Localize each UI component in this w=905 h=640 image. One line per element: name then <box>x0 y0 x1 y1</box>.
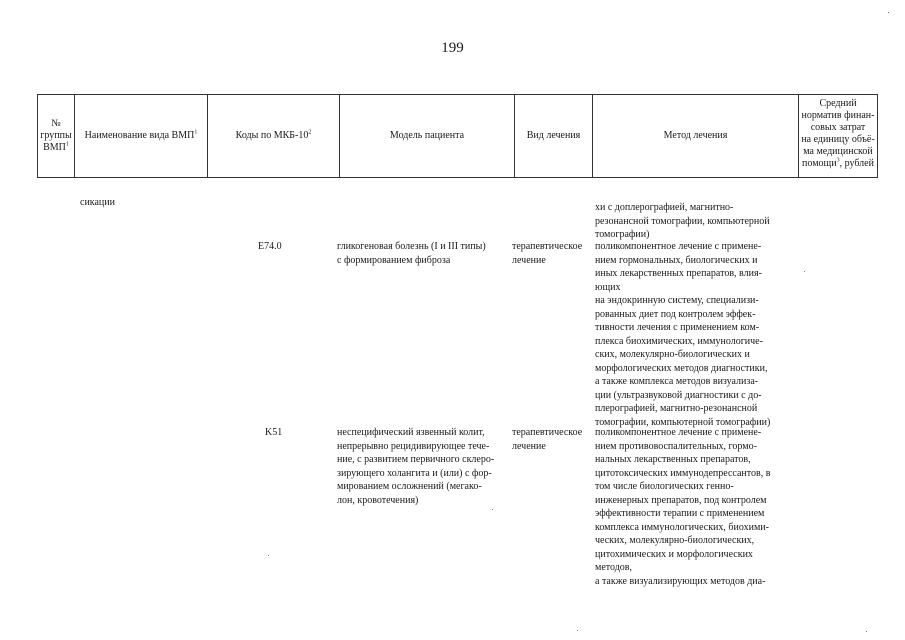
row-1-method: поликомпонентное лечение с примене- нием гормональных, биологических и иных лекарственных препаратов, влия- ющих на эндокринную систему, специализи- рованных диет под контролем эффек- тивности лечения с применением ком- плекса биохимических, иммунологиче- ских, молекулярно-биологических и морфологических методов диагностики, а также комплекса методов визуализа- ции (ультразвуковой диагностики с до- плерографией, магнитно-резонансной томографии, компьютерной томографии) <box>595 241 771 428</box>
scan-speck <box>804 271 805 272</box>
header-cost-standard: Средний норматив финан- совых затрат на единицу объё- ма медицинской помощи$^3$, рублей <box>799 95 878 178</box>
scan-speck <box>492 509 493 510</box>
page-number: 199 <box>441 40 464 56</box>
row-2-code: K51 <box>265 427 283 438</box>
header-treatment-method: Метод лечения <box>593 95 799 178</box>
header-patient-model: Модель пациента <box>340 95 515 178</box>
row-2-method: поликомпонентное лечение с примене- нием противовоспалительных, гормо- нальных лекарственных препаратов, цитотоксических иммунодепрессантов, в том числе биологических генно- инженерных препаратов, под контролем эффективности терапии с применением комплекса иммунологических, биохими- ческих, молекулярно-биологических, цитохимических и морфологических методов, а также визуализирующих методов диа- <box>595 427 771 587</box>
table-header <box>37 94 878 178</box>
header-treatment-type: Вид лечения <box>515 95 593 178</box>
header-group-number: № группы ВМП$^1$ <box>38 95 75 178</box>
header-icd-codes: Коды по МКБ-$10^2$ <box>208 95 340 178</box>
scan-speck <box>577 630 578 631</box>
row-0-name: сикации <box>80 197 115 208</box>
row-2-type: терапевтическое лечение <box>512 427 583 452</box>
scan-speck <box>268 555 269 556</box>
row-0-method: хи с доплерографией, магнитно- резонансной томографии, компьютерной томографии) <box>595 202 770 240</box>
scan-speck <box>888 12 889 13</box>
header-vmp-name: Наименование вида ВМП$^1$ <box>75 95 208 178</box>
row-1-type: терапевтическое лечение <box>512 241 583 266</box>
row-1-code: E74.0 <box>258 241 282 252</box>
row-2-model: неспецифический язвенный колит, непрерывно рецидивирующее тече- ние, с развитием первичного склеро- зирующего холангита и (или) с фор- мированием осложнений (мегако- лон, кровотечения) <box>337 427 495 506</box>
row-1-model: гликогеновая болезнь (I и III типы) с формированием фиброза <box>337 241 486 266</box>
scan-speck <box>866 631 867 632</box>
